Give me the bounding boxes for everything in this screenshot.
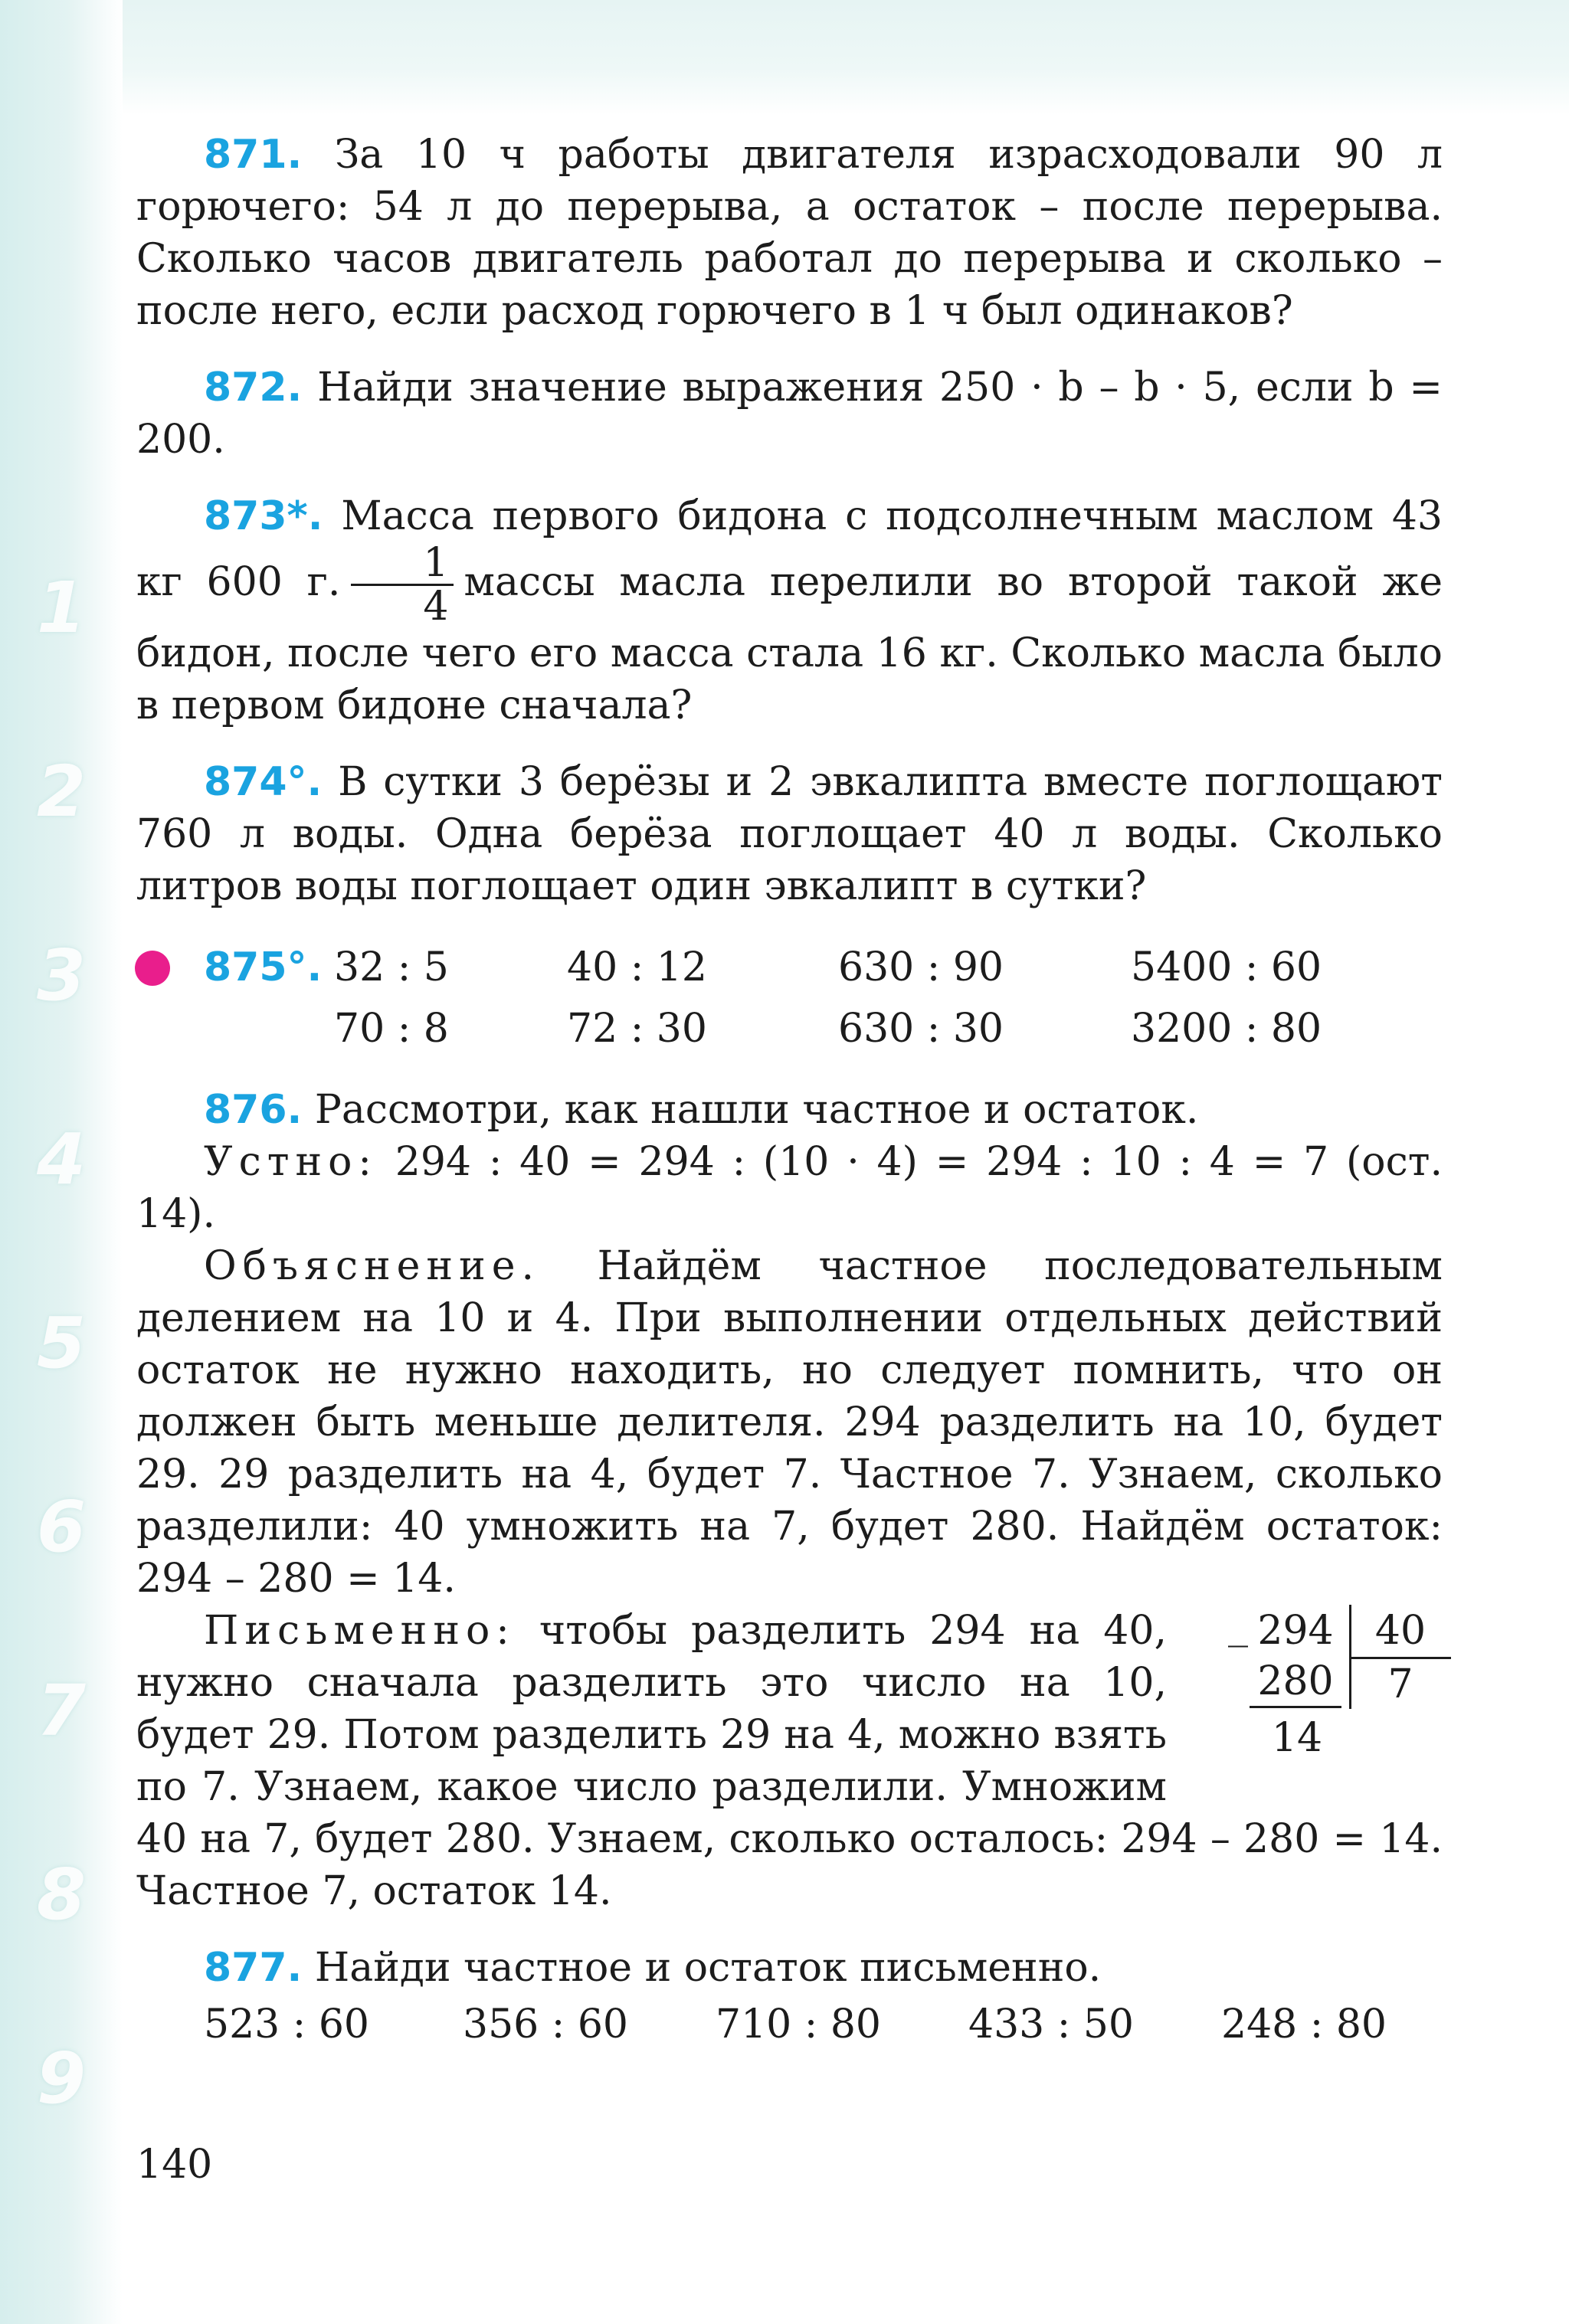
expression: 356 : 60 (463, 2002, 628, 2047)
expression: 433 : 50 (968, 2002, 1134, 2047)
remainder: 14 (1271, 1715, 1323, 1761)
margin-number-7: 7 (36, 1670, 86, 1752)
problem-text-after: массы масла перелили во второй такой же бидон, после чего его масса стала 16 кг. Сколько масла было в первом бидоне сначала? (136, 559, 1443, 728)
problem-874 (136, 756, 1443, 912)
problem-text: Найди значение выражения 250 · b – b · 5, если b = 200. (136, 365, 1443, 463)
page-content (136, 129, 1443, 2075)
problem-875-row-1 (204, 937, 1322, 998)
expression: 710 : 80 (716, 2002, 881, 2047)
problem-877-expressions (204, 1998, 1443, 2051)
problem-title: Найди частное и остаток письменно. (314, 1945, 1102, 1991)
margin-number-3: 3 (36, 935, 86, 1016)
margin-number-6: 6 (36, 1486, 86, 1568)
problem-875-table (204, 937, 1322, 1059)
subtrahend: 280 (1250, 1657, 1341, 1708)
problem-876 (136, 1084, 1443, 1917)
problem-871-text (136, 129, 1443, 337)
pink-dot-marker (135, 951, 170, 986)
explanation-text: Найдём частное последовательным делением на 10 и 4. При выполнении отдельных действий остаток не нужно находить, но следует помнить, что он должен быть меньше делителя. 294 разделить на 10, будет 29. 29 разделить на 4, будет 7. Частное 7. Узнаем, сколько разделили: 40 умножить на 7, будет 280. Найдём остаток: 294 – 280 = 14. (136, 1243, 1443, 1602)
margin-number-5: 5 (36, 1302, 86, 1384)
quotient: 7 (1387, 1661, 1413, 1707)
problem-872 (136, 362, 1443, 466)
problem-872-text (136, 362, 1443, 466)
fraction-one-quarter (351, 540, 453, 630)
margin-number-4: 4 (36, 1118, 86, 1200)
expression: 523 : 60 (204, 2002, 369, 2047)
expression: 630 : 30 (838, 1006, 1004, 1052)
problem-number: 873*. (204, 493, 323, 539)
problem-text: За 10 ч работы двигателя израсходовали 90 л горючего: 54 л до перерыва, а остаток – после перерыва. Сколько часов двигатель работал до перерыва и сколько – после него, если расход горючего в 1 ч был одинаков? (136, 132, 1443, 334)
problem-number: 877. (204, 1945, 303, 1991)
expression: 40 : 12 (567, 944, 707, 990)
problem-text: В сутки 3 берёзы и 2 эвкалипта вместе поглощают 760 л воды. Одна берёза поглощает 40 л воды. Сколько литров воды поглощает один эвкалипт в сутки? (136, 759, 1443, 909)
margin-number-2: 2 (36, 751, 86, 833)
problem-877 (136, 1942, 1443, 2051)
problem-875 (136, 937, 1443, 1059)
written-label: Письменно: (204, 1608, 516, 1654)
problem-876-title (136, 1084, 1443, 1136)
division-minus-sign: _ (1228, 1602, 1248, 1648)
oral-text: 294 : 40 = 294 : (10 · 4) = 294 : 10 : 4 = 7 (ост. 14). (136, 1139, 1443, 1237)
problem-874-text (136, 756, 1443, 912)
explanation-label: Объяснение. (204, 1243, 540, 1289)
expression: 3200 : 80 (1131, 1006, 1322, 1052)
problem-number: 872. (204, 365, 303, 411)
problem-877-title (136, 1942, 1443, 1994)
dividend: 294 (1257, 1608, 1334, 1654)
problem-873-text (136, 490, 1443, 732)
fraction-denominator: 4 (423, 584, 449, 630)
fraction-numerator: 1 (351, 542, 453, 586)
written-text: чтобы разделить 294 на 40, нужно сначала разделить это число на 10, будет 29. Потом разделить 29 на 4, можно взять по 7. Узнаем, какое число разделили. Умножим 40 на 7, будет 280. Узнаем, сколько осталось: 294 – 280 = 14. Частное 7, остаток 14. (136, 1608, 1443, 1914)
divisor: 40 (1374, 1608, 1427, 1654)
problem-873 (136, 490, 1443, 732)
oral-label: Устно: (204, 1139, 378, 1185)
page-number: 140 (136, 2142, 213, 2188)
margin-number-8: 8 (36, 1854, 86, 1936)
margin-number-1: 1 (36, 567, 86, 649)
long-division (1228, 1602, 1458, 1773)
written-section (136, 1602, 1443, 1917)
problem-number: 875°. (204, 944, 323, 990)
top-band (0, 0, 1569, 115)
expression: 32 : 5 (334, 944, 449, 990)
oral-paragraph (136, 1136, 1443, 1240)
problem-number: 876. (204, 1087, 303, 1133)
expression: 248 : 80 (1221, 2002, 1387, 2047)
expression: 5400 : 60 (1131, 944, 1322, 990)
expression: 72 : 30 (567, 1006, 707, 1052)
problem-text-before: Масса первого бидона с подсолнечным маслом 43 кг 600 г. (136, 493, 1443, 605)
problem-875-row-2 (204, 998, 1322, 1059)
problem-871 (136, 129, 1443, 337)
problem-title: Рассмотри, как нашли частное и остаток. (314, 1087, 1199, 1133)
explanation-paragraph (136, 1240, 1443, 1605)
problem-number: 874°. (204, 759, 323, 805)
left-margin-strip (0, 0, 123, 2324)
margin-number-9: 9 (36, 2038, 86, 2119)
expression: 630 : 90 (838, 944, 1004, 990)
expression: 70 : 8 (334, 1006, 449, 1052)
problem-number: 871. (204, 132, 303, 178)
